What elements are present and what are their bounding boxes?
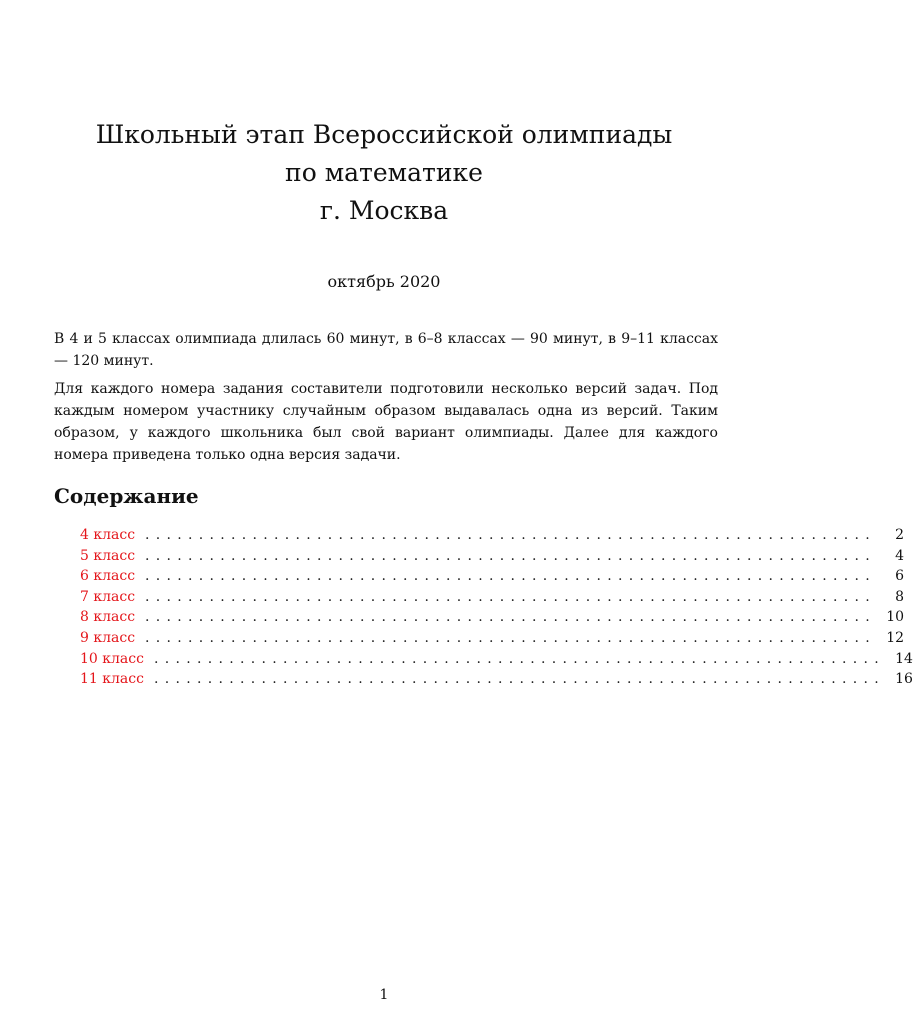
toc-leader-dots: ....................................................................: [145, 609, 877, 626]
toc-link[interactable]: 6 класс: [80, 568, 136, 585]
paragraph-text: В 4 и 5 классах олимпиада длилась 60 минут, в 6–8 классах — 90 минут, в 9–11 классах — 120 минут.: [54, 331, 718, 369]
toc-leader-dots: ....................................................................: [153, 671, 885, 688]
toc-leader-dots: ....................................................................: [145, 629, 877, 646]
page-number: 1: [379, 987, 389, 1003]
toc-item-11[interactable]: [80, 669, 913, 690]
toc-leader-dots: ....................................................................: [145, 547, 877, 564]
toc-heading: Содержание: [54, 484, 199, 508]
toc-page-number: 8: [895, 588, 905, 605]
toc-link[interactable]: 4 класс: [80, 527, 136, 543]
toc-item-6[interactable]: [80, 566, 905, 587]
toc-item-7[interactable]: [80, 587, 905, 608]
toc-page-number: 4: [895, 547, 905, 564]
paragraph-text: Для каждого номера задания составители подготовили несколько версий задач. Под каждым номером участнику случайным образом выдавалась одна из версий. Таким образом, у каждого школьника был свой вариант олимпиады. Далее для каждого номера приведена только одна версия задачи.: [54, 381, 718, 463]
title-line-2: по математике: [285, 158, 483, 187]
toc-page-number: 10: [886, 609, 905, 626]
table-of-contents: [80, 525, 913, 690]
title-line-1: Школьный этап Всероссийской олимпиады: [95, 120, 673, 149]
toc-leader-dots: ....................................................................: [145, 568, 877, 585]
toc-link[interactable]: 8 класс: [80, 609, 136, 626]
toc-item-4[interactable]: [80, 525, 905, 546]
toc-item-8[interactable]: [80, 607, 905, 628]
toc-page-number: 16: [895, 671, 913, 688]
toc-page-number: 2: [895, 527, 905, 543]
toc-leader-dots: ....................................................................: [145, 588, 877, 605]
toc-leader-dots: ....................................................................: [153, 650, 885, 667]
toc-link[interactable]: 9 класс: [80, 629, 136, 646]
toc-page-number: 12: [886, 629, 905, 646]
intro-paragraph-duration: [54, 328, 718, 372]
toc-page-number: 14: [895, 650, 913, 667]
toc-item-5[interactable]: [80, 546, 905, 567]
toc-link[interactable]: 5 класс: [80, 547, 136, 564]
title-line-3: г. Москва: [319, 196, 449, 225]
toc-page-number: 6: [895, 568, 905, 585]
toc-item-10[interactable]: [80, 649, 913, 670]
toc-link[interactable]: 7 класс: [80, 588, 136, 605]
toc-link[interactable]: 11 класс: [80, 671, 144, 688]
intro-paragraph-versions: [54, 378, 718, 466]
document-date: октябрь 2020: [327, 272, 441, 291]
toc-leader-dots: ....................................................................: [145, 527, 877, 543]
document-title: [0, 116, 768, 230]
toc-item-9[interactable]: [80, 628, 905, 649]
toc-link[interactable]: 10 класс: [80, 650, 144, 667]
